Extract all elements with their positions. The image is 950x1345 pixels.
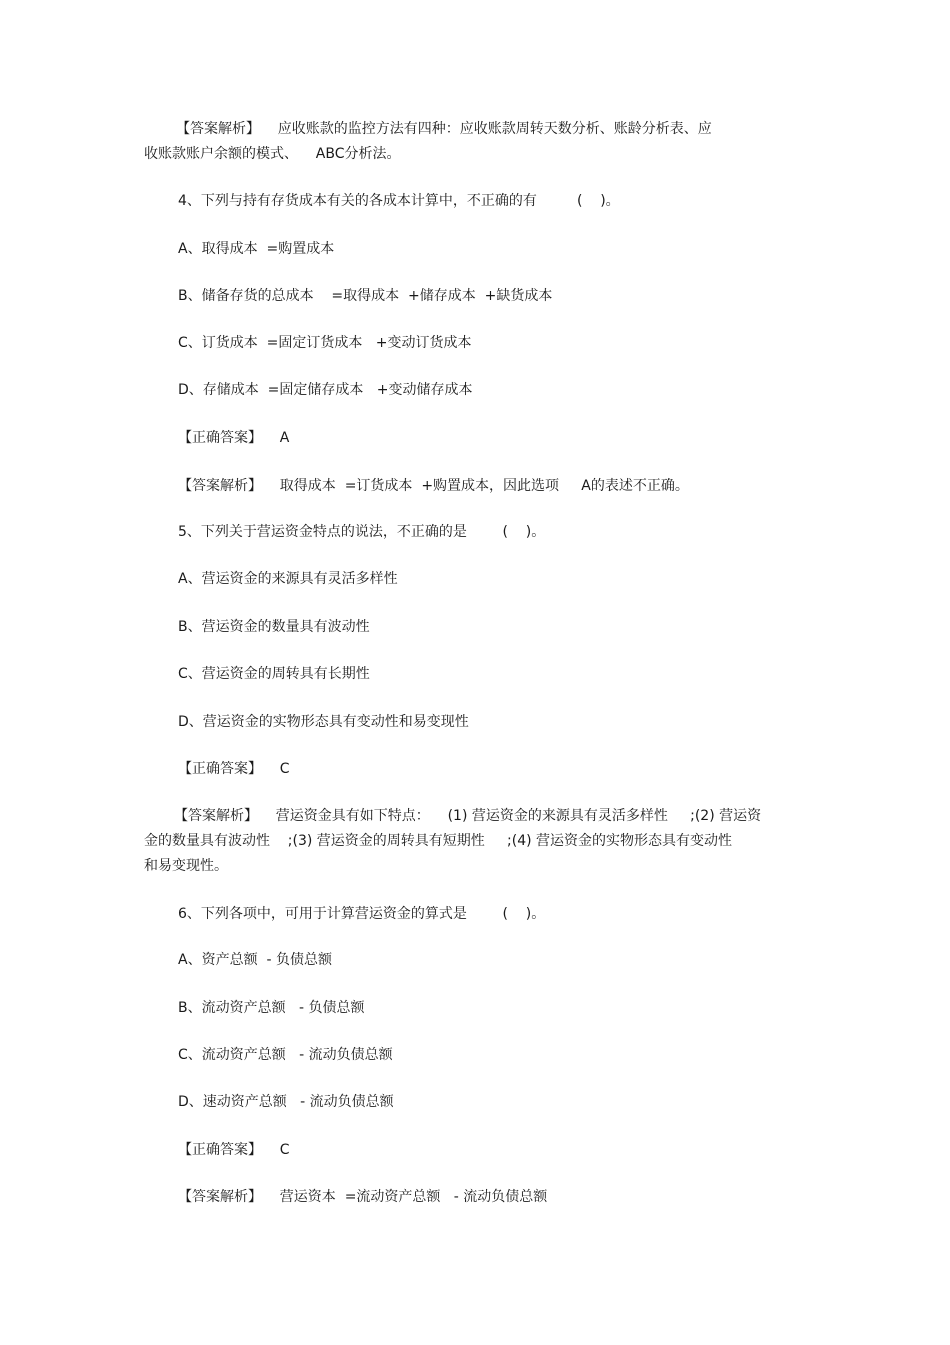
option-c: C、订货成本 =固定订货成本 +变动订货成本 bbox=[178, 335, 472, 351]
answer-analysis: 【答案解析】 取得成本 =订货成本 +购置成本，因此选项 A的表述不正确。 bbox=[178, 478, 689, 494]
option-a: A、营运资金的来源具有灵活多样性 bbox=[178, 571, 398, 587]
option-c: C、流动资产总额 - 流动负债总额 bbox=[178, 1047, 393, 1063]
correct-answer: 【正确答案】 C bbox=[178, 1142, 290, 1158]
text-line: 【答案解析】 应收账款的监控方法有四种：应收账款周转天数分析、账龄分析表、应 bbox=[176, 121, 712, 137]
option-b: B、营运资金的数量具有波动性 bbox=[178, 619, 370, 635]
option-a: A、资产总额 - 负债总额 bbox=[178, 952, 332, 968]
text-line: 收账款账户余额的模式、 ABC分析法。 bbox=[144, 146, 401, 162]
answer-analysis: 【答案解析】 营运资本 =流动资产总额 - 流动负债总额 bbox=[178, 1189, 548, 1205]
option-b: B、流动资产总额 - 负债总额 bbox=[178, 1000, 365, 1016]
question-text: 6、下列各项中，可用于计算营运资金的算式是 ( )。 bbox=[178, 906, 546, 922]
option-d: D、营运资金的实物形态具有变动性和易变现性 bbox=[178, 714, 469, 730]
correct-answer: 【正确答案】 C bbox=[178, 761, 290, 777]
option-d: D、存储成本 =固定储存成本 +变动储存成本 bbox=[178, 382, 473, 398]
option-b: B、储备存货的总成本 =取得成本 +储存成本 +缺货成本 bbox=[178, 288, 553, 304]
answer-analysis-cont: 和易变现性。 bbox=[144, 858, 228, 874]
option-c: C、营运资金的周转具有长期性 bbox=[178, 666, 370, 682]
answer-analysis-cont: 金的数量具有波动性 ;(3) 营运资金的周转具有短期性 ;(4) 营运资金的实物形态具有变动性 bbox=[144, 833, 733, 849]
option-d: D、速动资产总额 - 流动负债总额 bbox=[178, 1094, 394, 1110]
question-text: 5、下列关于营运资金特点的说法，不正确的是 ( )。 bbox=[178, 524, 546, 540]
correct-answer: 【正确答案】 A bbox=[178, 430, 290, 446]
answer-analysis: 【答案解析】 营运资金具有如下特点： (1) 营运资金的来源具有灵活多样性 ;(2) 营运资 bbox=[174, 808, 762, 824]
option-a: A、取得成本 =购置成本 bbox=[178, 241, 335, 257]
question-text: 4、下列与持有存货成本有关的各成本计算中，不正确的有 ( )。 bbox=[178, 193, 620, 209]
